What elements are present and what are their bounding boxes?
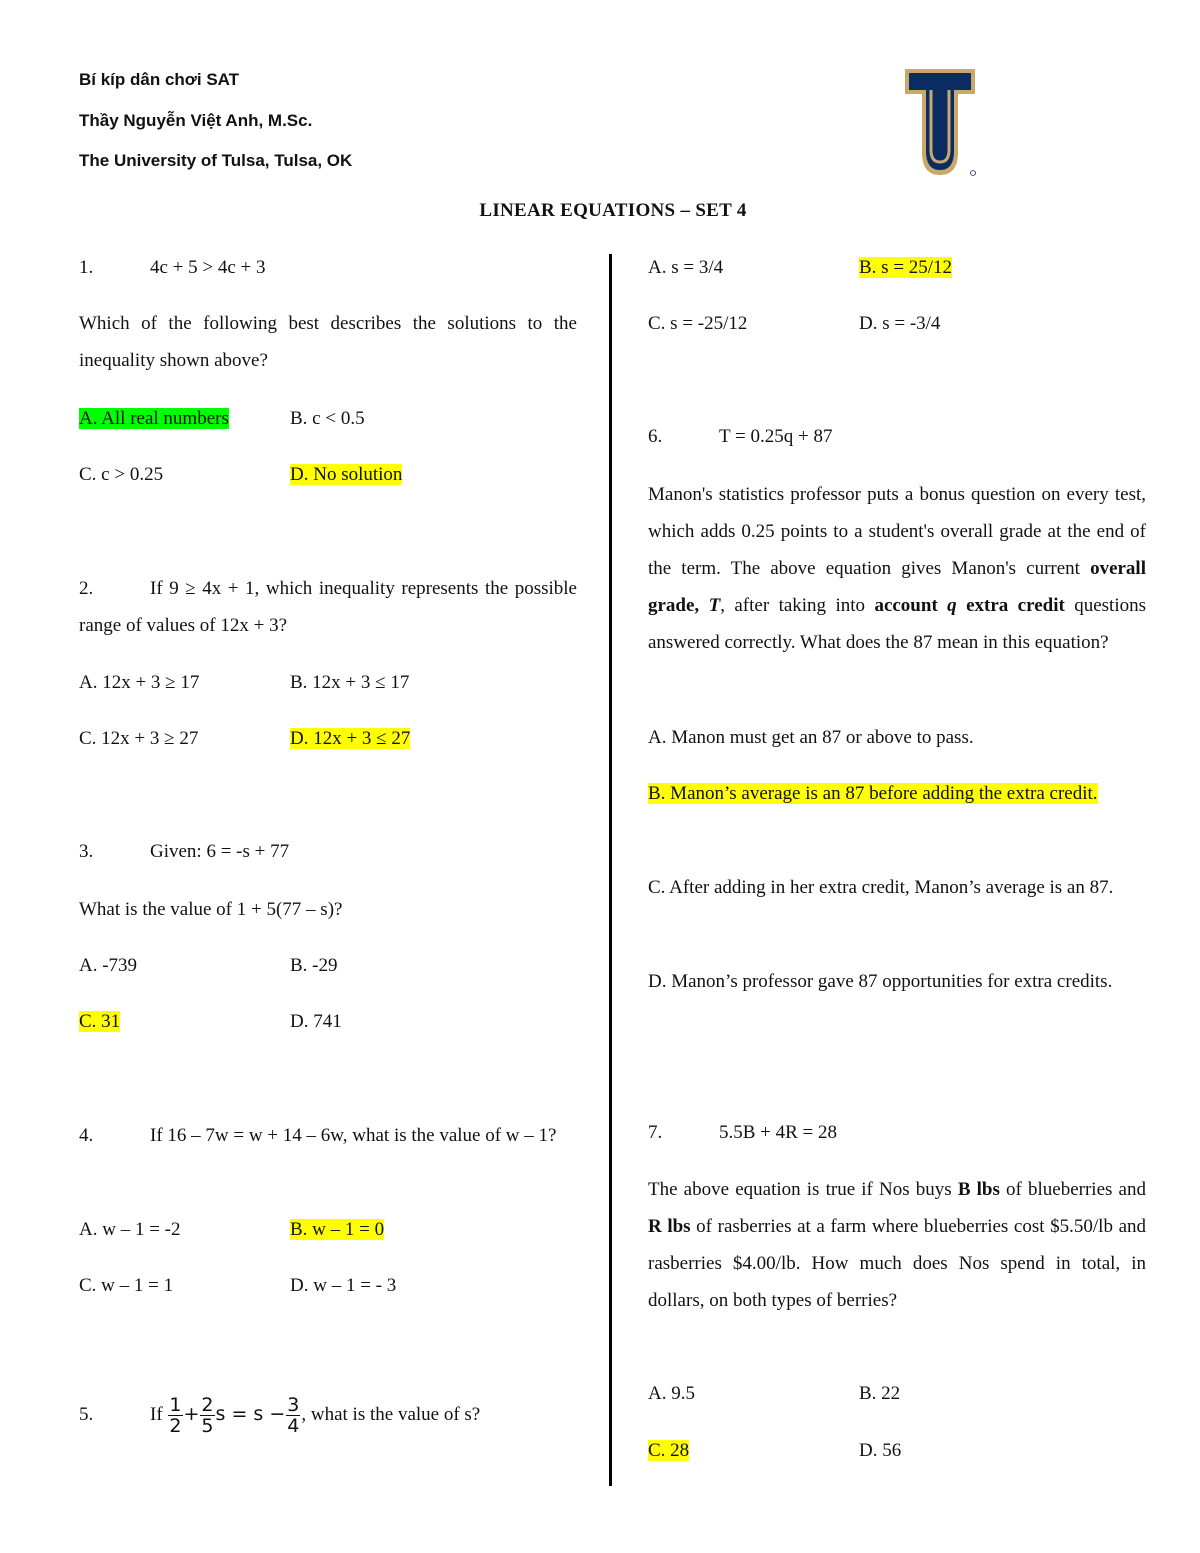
question-1-option-c[interactable]: C. c > 0.25 (79, 464, 164, 485)
question-4-option-b[interactable] (290, 1211, 384, 1248)
question-3-prompt (79, 833, 289, 870)
column-divider (609, 254, 612, 1486)
question-2-option-a[interactable]: A. 12x + 3 ≥ 17 (79, 672, 200, 693)
question-7-text: The above equation is true if Nos buys B lbs of blueberries and R lbs of rasberries at a farm where blueberries cost $5.50/lb and rasberries $4.00/lb. How much does Nos spend in total, in dollars, on both types of berries? (648, 1179, 1146, 1311)
question-7-option-d[interactable]: D. 56 (859, 1440, 902, 1461)
question-6-prompt (648, 418, 832, 455)
question-5-option-a[interactable]: A. s = 3/4 (648, 257, 724, 278)
question-1-expression: 4c + 5 > 4c + 3 (150, 257, 266, 278)
question-4-option-d[interactable]: D. w – 1 = - 3 (290, 1275, 397, 1296)
question-6-text: Manon's statistics professor puts a bonus question on every test, which adds 0.25 points to a student's overall grade at the end of the term. The above equation gives Manon's current overall grade, T, after taking into account q extra credit questions answered correctly. What does the 87 mean in this equation? (648, 484, 1146, 653)
answer-highlight: D. No solution (290, 464, 403, 485)
question-2-text: 2. If 9 ≥ 4x + 1, which inequality represents the possible range of values of 12x + 3? (79, 570, 577, 644)
question-6-number: 6. (648, 426, 663, 447)
question-4-text: 4. If 16 – 7w = w + 14 – 6w, what is the value of w – 1? (79, 1117, 579, 1154)
question-7-option-b[interactable]: B. 22 (859, 1383, 901, 1404)
question-6-option-b[interactable] (648, 775, 1146, 812)
question-1-prompt (79, 249, 266, 286)
question-2-option-c[interactable]: C. 12x + 3 ≥ 27 (79, 728, 199, 749)
question-2-option-b[interactable]: B. 12x + 3 ≤ 17 (290, 672, 410, 693)
question-5-option-d[interactable]: D. s = -3/4 (859, 313, 941, 334)
tulsa-tu-logo-icon (903, 66, 977, 178)
question-3-expression: Given: 6 = -s + 77 (150, 841, 290, 862)
question-6-option-d[interactable]: D. Manon’s professor gave 87 opportunities for extra credits. (648, 971, 1113, 992)
question-6-expression: T = 0.25q + 87 (719, 426, 833, 447)
answer-highlight: A. All real numbers (79, 408, 229, 429)
question-1-number: 1. (79, 257, 94, 278)
question-4-number: 4. (79, 1125, 94, 1146)
header-line-1: Bí kíp dân chơi SAT (79, 70, 240, 89)
question-5-option-b[interactable] (859, 249, 952, 286)
question-4-option-c[interactable]: C. w – 1 = 1 (79, 1275, 174, 1296)
header-line-2: Thầy Nguyễn Việt Anh, M.Sc. (79, 111, 313, 130)
question-2-number: 2. (79, 578, 94, 599)
question-6-option-c[interactable]: C. After adding in her extra credit, Manon’s average is an 87. (648, 877, 1114, 898)
answer-highlight: D. 12x + 3 ≤ 27 (290, 728, 411, 749)
question-1-text: Which of the following best describes the solutions to the inequality shown above? (79, 313, 577, 371)
question-3-option-c[interactable] (79, 1003, 120, 1040)
answer-highlight: B. s = 25/12 (859, 257, 953, 278)
question-3-number: 3. (79, 841, 94, 862)
answer-highlight: C. 31 (79, 1011, 121, 1032)
answer-highlight: B. w – 1 = 0 (290, 1219, 385, 1240)
question-1-option-d[interactable] (290, 456, 402, 493)
question-5-number: 5. (79, 1404, 94, 1425)
question-3-option-d[interactable]: D. 741 (290, 1011, 342, 1032)
question-7-option-c[interactable] (648, 1432, 689, 1469)
question-7-prompt (648, 1114, 837, 1151)
fraction-3: $\frac{3}{4}$ (287, 1394, 300, 1438)
question-7-option-a[interactable]: A. 9.5 (648, 1383, 695, 1404)
question-2-option-d[interactable] (290, 720, 410, 757)
question-1-option-b[interactable]: B. c < 0.5 (290, 408, 365, 429)
question-6-option-a[interactable]: A. Manon must get an 87 or above to pass. (648, 727, 974, 748)
question-7-number: 7. (648, 1122, 663, 1143)
question-1-option-a[interactable] (79, 400, 229, 437)
question-3-option-b[interactable]: B. -29 (290, 955, 338, 976)
question-4-option-a[interactable]: A. w – 1 = -2 (79, 1219, 181, 1240)
question-3-option-a[interactable]: A. -739 (79, 955, 138, 976)
header-line-3: The University of Tulsa, Tulsa, OK (79, 151, 353, 170)
fraction-2: $\frac{2}{5}$ (201, 1394, 214, 1438)
question-5-prompt: 5. If $\frac{1}{2}$ + $\frac{2}{5}$ s = s − $\frac{3}{4}$ , what is the value of s? (79, 1390, 480, 1439)
answer-highlight: B. Manon’s average is an 87 before adding the extra credit. (648, 783, 1098, 804)
question-5-option-c[interactable]: C. s = -25/12 (648, 313, 748, 334)
question-3-text: What is the value of 1 + 5(77 – s)? (79, 899, 343, 920)
page-title: LINEAR EQUATIONS – SET 4 (479, 200, 747, 221)
question-7-expression: 5.5B + 4R = 28 (719, 1122, 838, 1143)
fraction-1: $\frac{1}{2}$ (169, 1394, 182, 1438)
answer-highlight: C. 28 (648, 1440, 690, 1461)
